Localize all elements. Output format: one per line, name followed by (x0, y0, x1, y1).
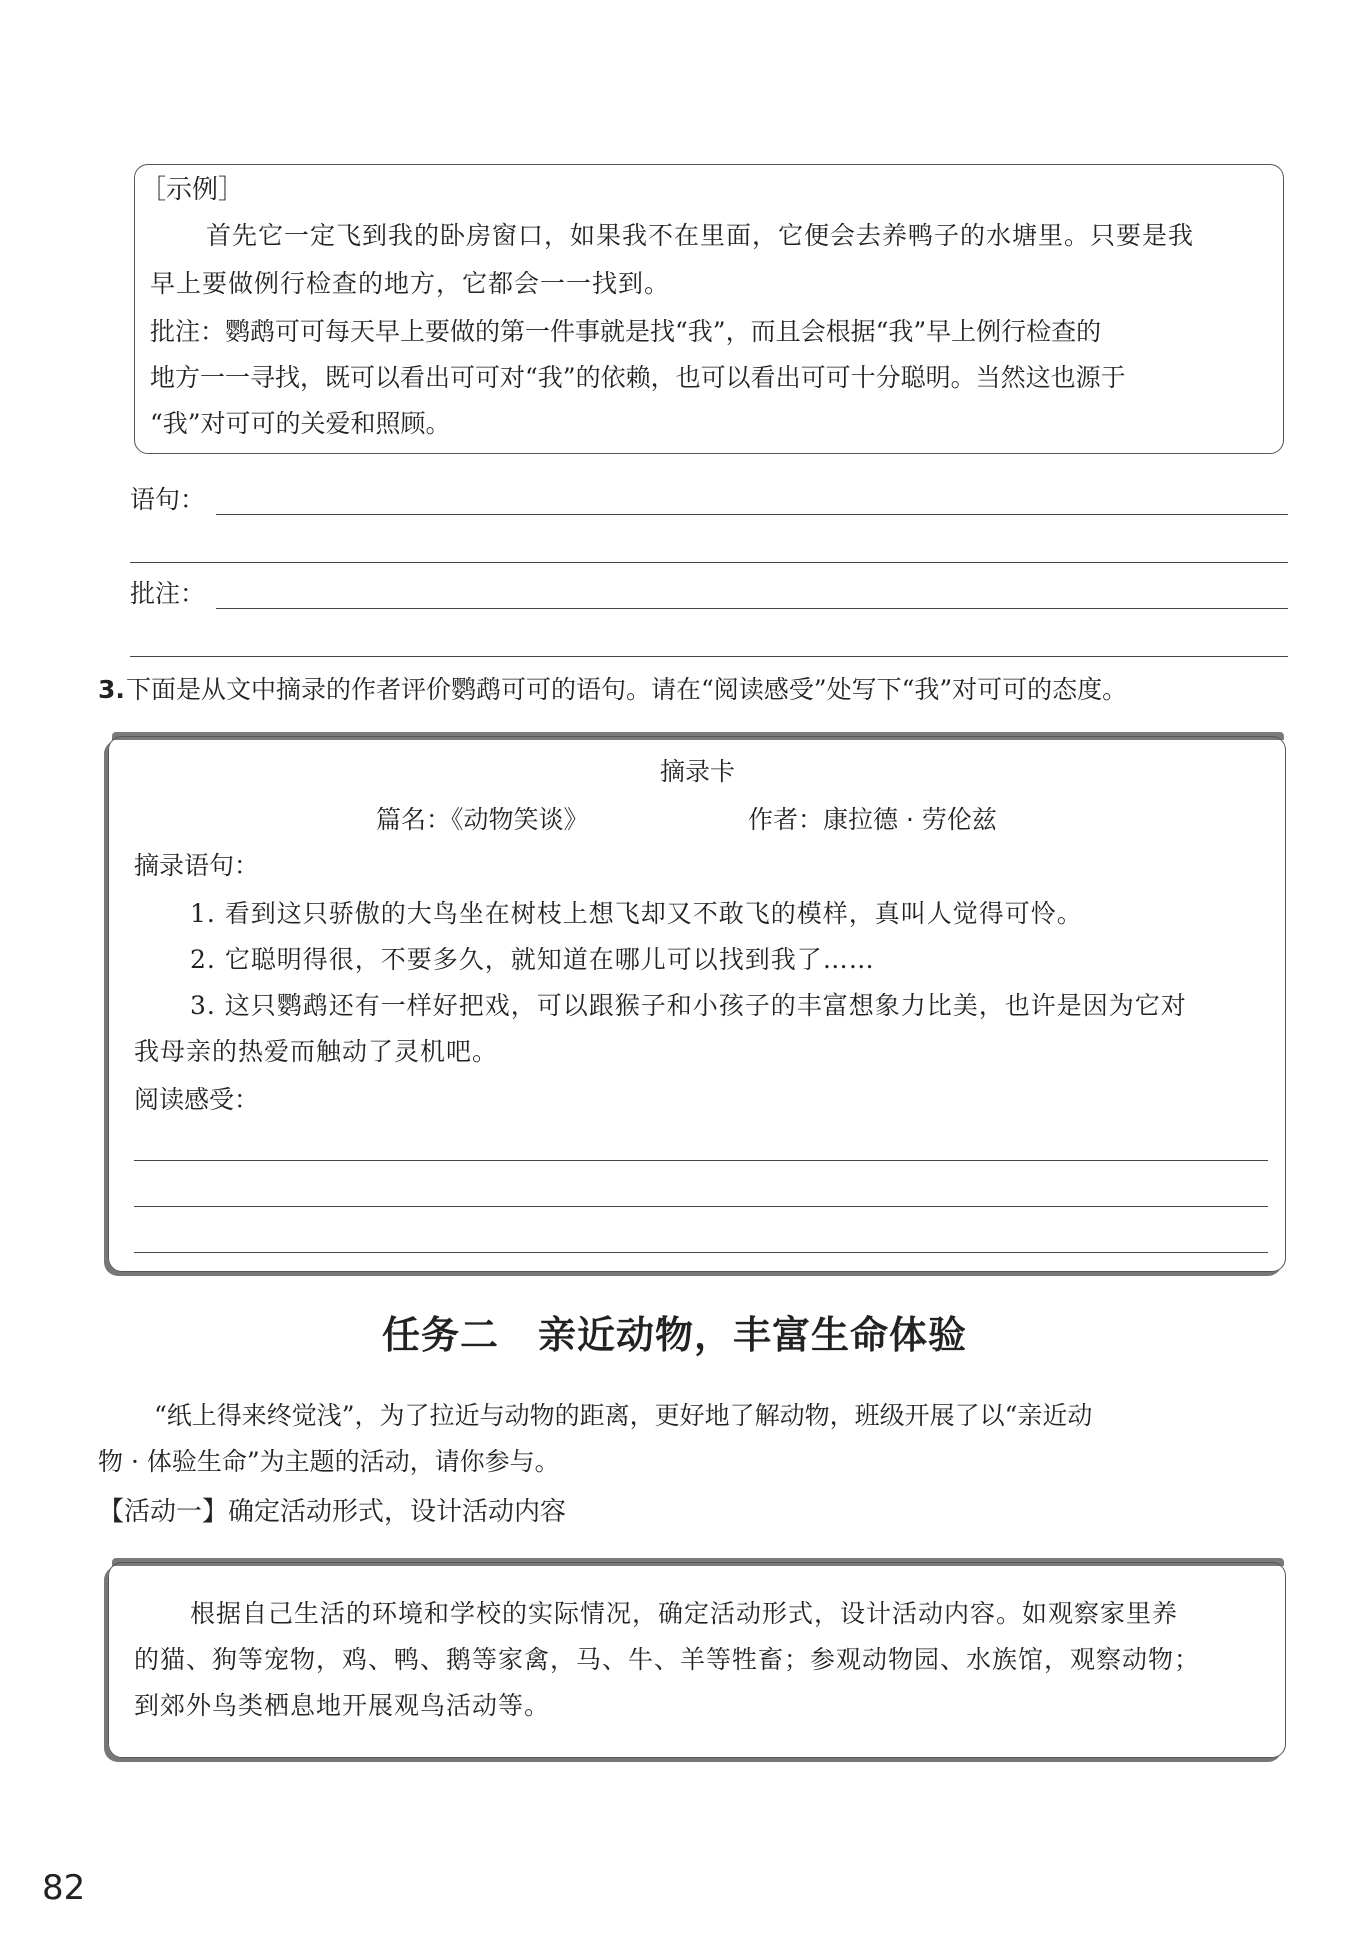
excerpt-card-title: 摘录卡 (660, 757, 736, 786)
sentence-answer-line[interactable] (216, 514, 1288, 515)
excerpt-sentences-label: 摘录语句： (134, 851, 260, 880)
excerpt-feeling-label: 阅读感受： (134, 1085, 260, 1114)
note-answer-line[interactable] (216, 608, 1288, 609)
excerpt-item-2: 2. 它聪明得很，不要多久，就知道在哪儿可以找到我了…… (190, 945, 875, 974)
feeling-answer-line-1[interactable] (134, 1160, 1268, 1161)
question-3-text: 下面是从文中摘录的作者评价鹦鹉可可的语句。请在“阅读感受”处写下“我”对可可的态度。 (126, 675, 1128, 704)
excerpt-author-label: 作者：康拉德 · 劳伦兹 (748, 805, 997, 834)
example-tag: ［示例］ (140, 175, 245, 205)
example-note-line-1: 批注：鹦鹉可可每天早上要做的第一件事就是找“我”，而且会根据“我”早上例行检查的 (150, 317, 1102, 346)
excerpt-item-1: 1. 看到这只骄傲的大鸟坐在树枝上想飞却又不敢飞的模样，真叫人觉得可怜。 (190, 899, 1083, 928)
task-2-intro-line-1: “纸上得来终觉浅”，为了拉近与动物的距离，更好地了解动物，班级开展了以“亲近动 (154, 1401, 1093, 1430)
sentence-label: 语句： (130, 485, 206, 514)
feeling-answer-line-3[interactable] (134, 1252, 1268, 1253)
example-note-line-2: 地方一一寻找，既可以看出可可对“我”的依赖，也可以看出可可十分聪明。当然这也源于 (150, 363, 1126, 392)
sentence-answer-line-2[interactable] (130, 562, 1288, 563)
task-2-title: 任务二 亲近动物，丰富生命体验 (382, 1313, 968, 1357)
excerpt-book-label: 篇名：《动物笑谈》 (376, 805, 589, 834)
example-note-line-3: “我”对可可的关爱和照顾。 (150, 409, 451, 438)
note-answer-line-2[interactable] (130, 656, 1288, 657)
example-line-1: 首先它一定飞到我的卧房窗口，如果我不在里面，它便会去养鸭子的水塘里。只要是我 (206, 221, 1195, 250)
question-3-number: 3. (98, 675, 125, 704)
activity-1-heading: 【活动一】确定活动形式，设计活动内容 (98, 1497, 567, 1527)
excerpt-item-3-line-1: 3. 这只鹦鹉还有一样好把戏，可以跟猴子和小孩子的丰富想象力比美，也许是因为它对 (190, 991, 1187, 1020)
page-number: 82 (42, 1868, 86, 1908)
feeling-answer-line-2[interactable] (134, 1206, 1268, 1207)
activity-1-line-3: 到郊外鸟类栖息地开展观鸟活动等。 (134, 1691, 551, 1720)
task-2-intro-line-2: 物 · 体验生命”为主题的活动，请你参与。 (98, 1447, 560, 1476)
excerpt-item-3-line-2: 我母亲的热爱而触动了灵机吧。 (134, 1037, 499, 1066)
example-line-2: 早上要做例行检查的地方，它都会一一找到。 (150, 269, 671, 298)
activity-1-line-1: 根据自己生活的环境和学校的实际情况，确定活动形式，设计活动内容。如观察家里养 (190, 1599, 1179, 1628)
note-label: 批注： (130, 579, 206, 608)
activity-1-line-2: 的猫、狗等宠物，鸡、鸭、鹅等家禽，马、牛、羊等牲畜；参观动物园、水族馆，观察动物； (134, 1645, 1201, 1674)
